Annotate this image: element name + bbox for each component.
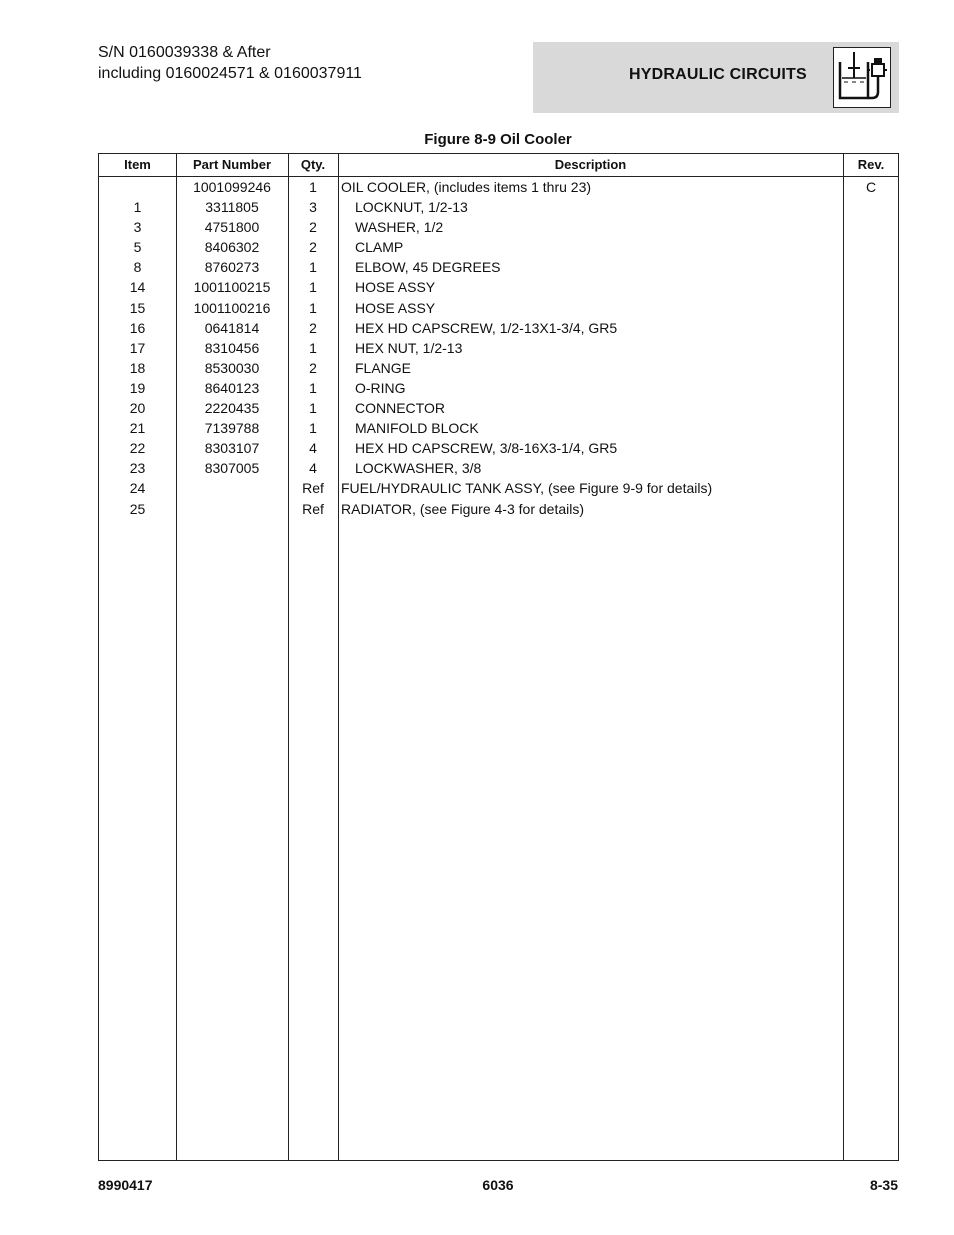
description-cell: HOSE ASSY — [355, 299, 436, 316]
hydraulic-tank-icon — [833, 47, 891, 108]
qty-cell: 1 — [309, 339, 317, 356]
part-number-cell: 8310456 — [204, 339, 260, 356]
table-row — [99, 338, 898, 358]
footer-document-number: 8990417 — [98, 1177, 153, 1193]
part-number-cell: 4751800 — [204, 219, 260, 236]
part-number-cell: 8760273 — [204, 259, 260, 276]
item-cell: 8 — [133, 259, 142, 276]
part-number-cell: 3311805 — [205, 199, 259, 216]
item-cell: 16 — [129, 319, 146, 336]
parts-table — [98, 153, 899, 1161]
table-row — [99, 197, 898, 217]
item-cell: 14 — [129, 279, 146, 296]
description-cell: HOSE ASSY — [355, 279, 436, 296]
part-number-cell: 7139788 — [204, 420, 260, 437]
qty-cell: 1 — [309, 279, 317, 296]
item-cell: 17 — [129, 339, 146, 356]
qty-cell: 2 — [309, 359, 317, 376]
qty-cell: 1 — [309, 379, 317, 396]
description-cell: CONNECTOR — [355, 400, 445, 417]
qty-cell: 1 — [309, 179, 317, 195]
description-cell: CLAMP — [355, 239, 404, 256]
description-cell: LOCKWASHER, 3/8 — [355, 460, 482, 477]
item-cell: 20 — [129, 400, 146, 417]
part-number-cell: 1001100215 — [193, 279, 271, 296]
table-row — [99, 298, 898, 318]
column-header-description: Description — [554, 157, 627, 172]
serial-line-2: including 0160024571 & 0160037911 — [98, 65, 362, 82]
part-number-cell: 8406302 — [204, 239, 260, 256]
description-cell: HEX HD CAPSCREW, 3/8-16X3-1/4, GR5 — [355, 440, 618, 457]
table-row — [99, 318, 898, 338]
part-number-cell: 8640123 — [204, 379, 260, 396]
table-row — [99, 438, 898, 458]
column-header-part-number: Part Number — [192, 157, 272, 172]
section-title: HYDRAULIC CIRCUITS — [629, 66, 807, 83]
column-header-rev: Rev. — [857, 157, 885, 172]
part-number-cell: 8303107 — [204, 440, 260, 457]
footer-model: 6036 — [482, 1177, 514, 1193]
description-cell: HEX HD CAPSCREW, 1/2-13X1-3/4, GR5 — [355, 319, 618, 336]
table-row — [99, 499, 898, 519]
qty-cell: 1 — [309, 259, 317, 276]
table-body — [99, 177, 898, 519]
serial-number-block — [98, 42, 362, 84]
qty-cell: 1 — [309, 420, 317, 437]
qty-cell: 2 — [309, 239, 317, 256]
table-row — [99, 358, 898, 378]
qty-cell: 2 — [309, 219, 317, 236]
footer-page-number: 8-35 — [869, 1177, 898, 1193]
description-cell: LOCKNUT, 1/2-13 — [355, 199, 468, 216]
description-cell: MANIFOLD BLOCK — [355, 420, 479, 437]
description-cell: OIL COOLER, (includes items 1 thru 23) — [341, 179, 592, 195]
qty-cell: Ref — [302, 500, 324, 517]
description-cell: FLANGE — [355, 359, 412, 376]
item-cell: 19 — [129, 379, 146, 396]
figure-title: Figure 8-9 Oil Cooler — [424, 131, 572, 148]
column-header-qty: Qty. — [300, 157, 326, 172]
table-row — [99, 217, 898, 237]
table-row — [99, 458, 898, 478]
item-cell: 23 — [129, 460, 146, 477]
table-row — [99, 418, 898, 438]
qty-cell: 3 — [309, 199, 317, 216]
part-number-cell: 8307005 — [204, 460, 260, 477]
item-cell: 18 — [129, 359, 146, 376]
column-header-item: Item — [124, 157, 151, 172]
qty-cell: 1 — [309, 299, 317, 316]
table-row — [99, 257, 898, 277]
table-row — [99, 398, 898, 418]
item-cell: 24 — [129, 480, 146, 497]
qty-cell: Ref — [302, 480, 324, 497]
description-cell: HEX NUT, 1/2-13 — [355, 339, 463, 356]
item-cell: 1 — [133, 199, 142, 216]
qty-cell: 2 — [309, 319, 317, 336]
description-cell: WASHER, 1/2 — [355, 219, 444, 236]
item-cell: 25 — [129, 500, 146, 517]
description-cell: O-RING — [355, 379, 406, 396]
table-row — [99, 378, 898, 398]
description-cell: FUEL/HYDRAULIC TANK ASSY, (see Figure 9-9 for details) — [341, 480, 713, 497]
table-row — [99, 478, 898, 498]
item-cell: 21 — [129, 420, 146, 437]
qty-cell: 4 — [309, 440, 317, 457]
item-cell: 22 — [129, 440, 146, 457]
description-cell: RADIATOR, (see Figure 4-3 for details) — [341, 500, 585, 517]
table-row — [99, 177, 898, 197]
qty-cell: 1 — [309, 400, 317, 417]
rev-cell: C — [865, 179, 877, 195]
table-row — [99, 277, 898, 297]
part-number-cell: 0641814 — [204, 319, 260, 336]
table-row — [99, 237, 898, 257]
item-cell: 15 — [129, 299, 146, 316]
description-cell: ELBOW, 45 DEGREES — [355, 259, 501, 276]
item-cell: 3 — [133, 219, 142, 236]
item-cell: 5 — [133, 239, 142, 256]
section-tab — [533, 42, 899, 113]
qty-cell: 4 — [309, 460, 317, 477]
part-number-cell: 1001099246 — [193, 179, 271, 195]
part-number-cell: 8530030 — [204, 359, 260, 376]
part-number-cell: 1001100216 — [193, 299, 271, 316]
part-number-cell: 2220435 — [204, 400, 260, 417]
serial-line-1: S/N 0160039338 & After — [98, 44, 271, 61]
